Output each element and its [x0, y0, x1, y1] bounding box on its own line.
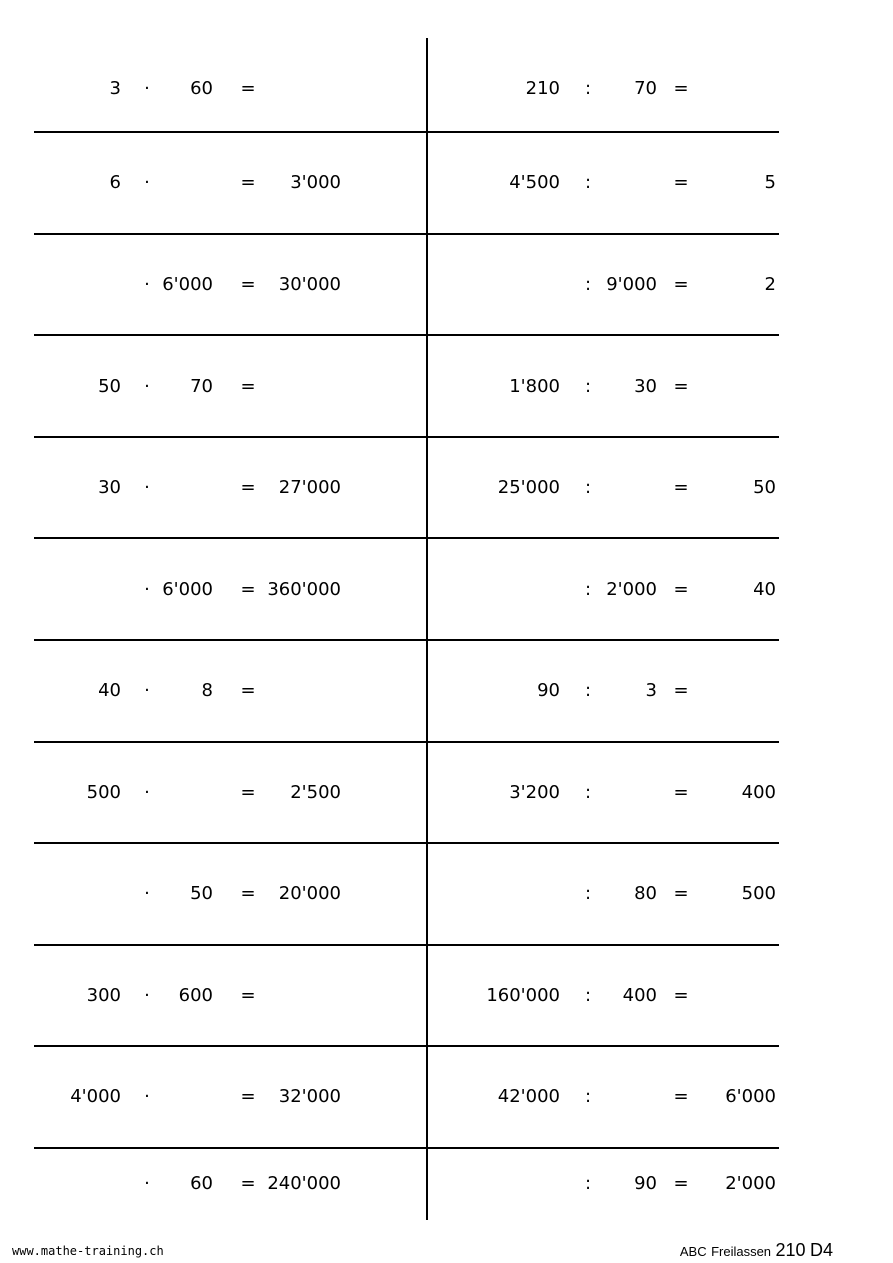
right-op-cell: : — [584, 376, 592, 397]
column-divider — [426, 38, 428, 1220]
left-op-cell: · — [144, 1173, 150, 1194]
left-eq-cell: = — [240, 376, 256, 397]
left-b-cell: 50 — [190, 883, 213, 904]
right-result-cell: 500 — [741, 883, 776, 904]
left-op-cell: · — [144, 78, 150, 99]
right-eq-cell: = — [673, 172, 689, 193]
row-separator — [34, 131, 779, 133]
right-result-cell: 5 — [764, 172, 776, 193]
row-separator — [34, 639, 779, 641]
right-a-cell: 3'200 — [509, 782, 560, 803]
left-a-cell: 50 — [98, 376, 121, 397]
right-result-cell: 6'000 — [725, 1086, 776, 1107]
row-separator — [34, 741, 779, 743]
left-eq-cell: = — [240, 985, 256, 1006]
right-a-cell: 90 — [537, 680, 560, 701]
left-result-cell: 20'000 — [278, 883, 341, 904]
right-op-cell: : — [584, 579, 592, 600]
right-op-cell: : — [584, 1173, 592, 1194]
left-op-cell: · — [144, 274, 150, 295]
left-eq-cell: = — [240, 680, 256, 701]
right-a-cell: 1'800 — [509, 376, 560, 397]
right-b-cell: 90 — [634, 1173, 657, 1194]
left-b-cell: 70 — [190, 376, 213, 397]
right-a-cell: 42'000 — [497, 1086, 560, 1107]
left-op-cell: · — [144, 883, 150, 904]
left-eq-cell: = — [240, 1086, 256, 1107]
left-b-cell: 8 — [201, 680, 213, 701]
website-label: www.mathe-training.ch — [12, 1244, 164, 1258]
left-result-cell: 2'500 — [290, 782, 341, 803]
row-separator — [34, 537, 779, 539]
right-result-cell: 2'000 — [725, 1173, 776, 1194]
row-separator — [34, 334, 779, 336]
left-op-cell: · — [144, 172, 150, 193]
left-op-cell: · — [144, 680, 150, 701]
right-a-cell: 25'000 — [497, 477, 560, 498]
right-op-cell: : — [584, 680, 592, 701]
right-b-cell: 2'000 — [606, 579, 657, 600]
left-eq-cell: = — [240, 78, 256, 99]
left-op-cell: · — [144, 376, 150, 397]
right-eq-cell: = — [673, 274, 689, 295]
right-eq-cell: = — [673, 1086, 689, 1107]
right-eq-cell: = — [673, 985, 689, 1006]
left-a-cell: 40 — [98, 680, 121, 701]
row-separator — [34, 944, 779, 946]
series-label: ABC — [679, 1244, 707, 1259]
left-result-cell: 240'000 — [267, 1173, 341, 1194]
left-result-cell: 360'000 — [267, 579, 341, 600]
right-b-cell: 80 — [634, 883, 657, 904]
right-op-cell: : — [584, 78, 592, 99]
right-eq-cell: = — [673, 1173, 689, 1194]
left-eq-cell: = — [240, 782, 256, 803]
left-eq-cell: = — [240, 274, 256, 295]
left-a-cell: 500 — [86, 782, 121, 803]
left-b-cell: 6'000 — [162, 274, 213, 295]
left-a-cell: 6 — [109, 172, 121, 193]
left-a-cell: 3 — [109, 78, 121, 99]
left-op-cell: · — [144, 579, 150, 600]
right-a-cell: 210 — [525, 78, 560, 99]
sheet-id — [680, 1240, 833, 1261]
left-b-cell: 60 — [190, 1173, 213, 1194]
left-result-cell: 3'000 — [290, 172, 341, 193]
left-result-cell: 27'000 — [278, 477, 341, 498]
right-b-cell: 3 — [645, 680, 657, 701]
left-eq-cell: = — [240, 172, 256, 193]
left-result-cell: 30'000 — [278, 274, 341, 295]
mode-label: Freilassen — [711, 1244, 772, 1259]
row-separator — [34, 436, 779, 438]
left-op-cell: · — [144, 477, 150, 498]
left-result-cell: 32'000 — [278, 1086, 341, 1107]
right-op-cell: : — [584, 274, 592, 295]
left-op-cell: · — [144, 1086, 150, 1107]
left-b-cell: 6'000 — [162, 579, 213, 600]
left-a-cell: 30 — [98, 477, 121, 498]
row-separator — [34, 233, 779, 235]
right-eq-cell: = — [673, 477, 689, 498]
left-op-cell: · — [144, 985, 150, 1006]
right-eq-cell: = — [673, 680, 689, 701]
right-op-cell: : — [584, 985, 592, 1006]
left-eq-cell: = — [240, 477, 256, 498]
row-separator — [34, 842, 779, 844]
left-eq-cell: = — [240, 579, 256, 600]
right-eq-cell: = — [673, 78, 689, 99]
right-eq-cell: = — [673, 782, 689, 803]
row-separator — [34, 1147, 779, 1149]
right-op-cell: : — [584, 883, 592, 904]
left-b-cell: 60 — [190, 78, 213, 99]
sheet-code: D4 — [809, 1240, 833, 1260]
right-b-cell: 9'000 — [606, 274, 657, 295]
right-op-cell: : — [584, 477, 592, 498]
right-a-cell: 160'000 — [486, 985, 560, 1006]
right-eq-cell: = — [673, 376, 689, 397]
right-b-cell: 30 — [634, 376, 657, 397]
left-a-cell: 300 — [86, 985, 121, 1006]
left-op-cell: · — [144, 782, 150, 803]
right-op-cell: : — [584, 782, 592, 803]
right-op-cell: : — [584, 1086, 592, 1107]
right-eq-cell: = — [673, 883, 689, 904]
right-op-cell: : — [584, 172, 592, 193]
right-result-cell: 2 — [764, 274, 776, 295]
right-b-cell: 400 — [622, 985, 657, 1006]
left-eq-cell: = — [240, 1173, 256, 1194]
right-b-cell: 70 — [634, 78, 657, 99]
sheet-number: 210 — [775, 1240, 806, 1260]
right-eq-cell: = — [673, 579, 689, 600]
right-result-cell: 40 — [753, 579, 776, 600]
right-result-cell: 50 — [753, 477, 776, 498]
left-eq-cell: = — [240, 883, 256, 904]
left-b-cell: 600 — [178, 985, 213, 1006]
right-result-cell: 400 — [741, 782, 776, 803]
row-separator — [34, 1045, 779, 1047]
left-a-cell: 4'000 — [70, 1086, 121, 1107]
right-a-cell: 4'500 — [509, 172, 560, 193]
